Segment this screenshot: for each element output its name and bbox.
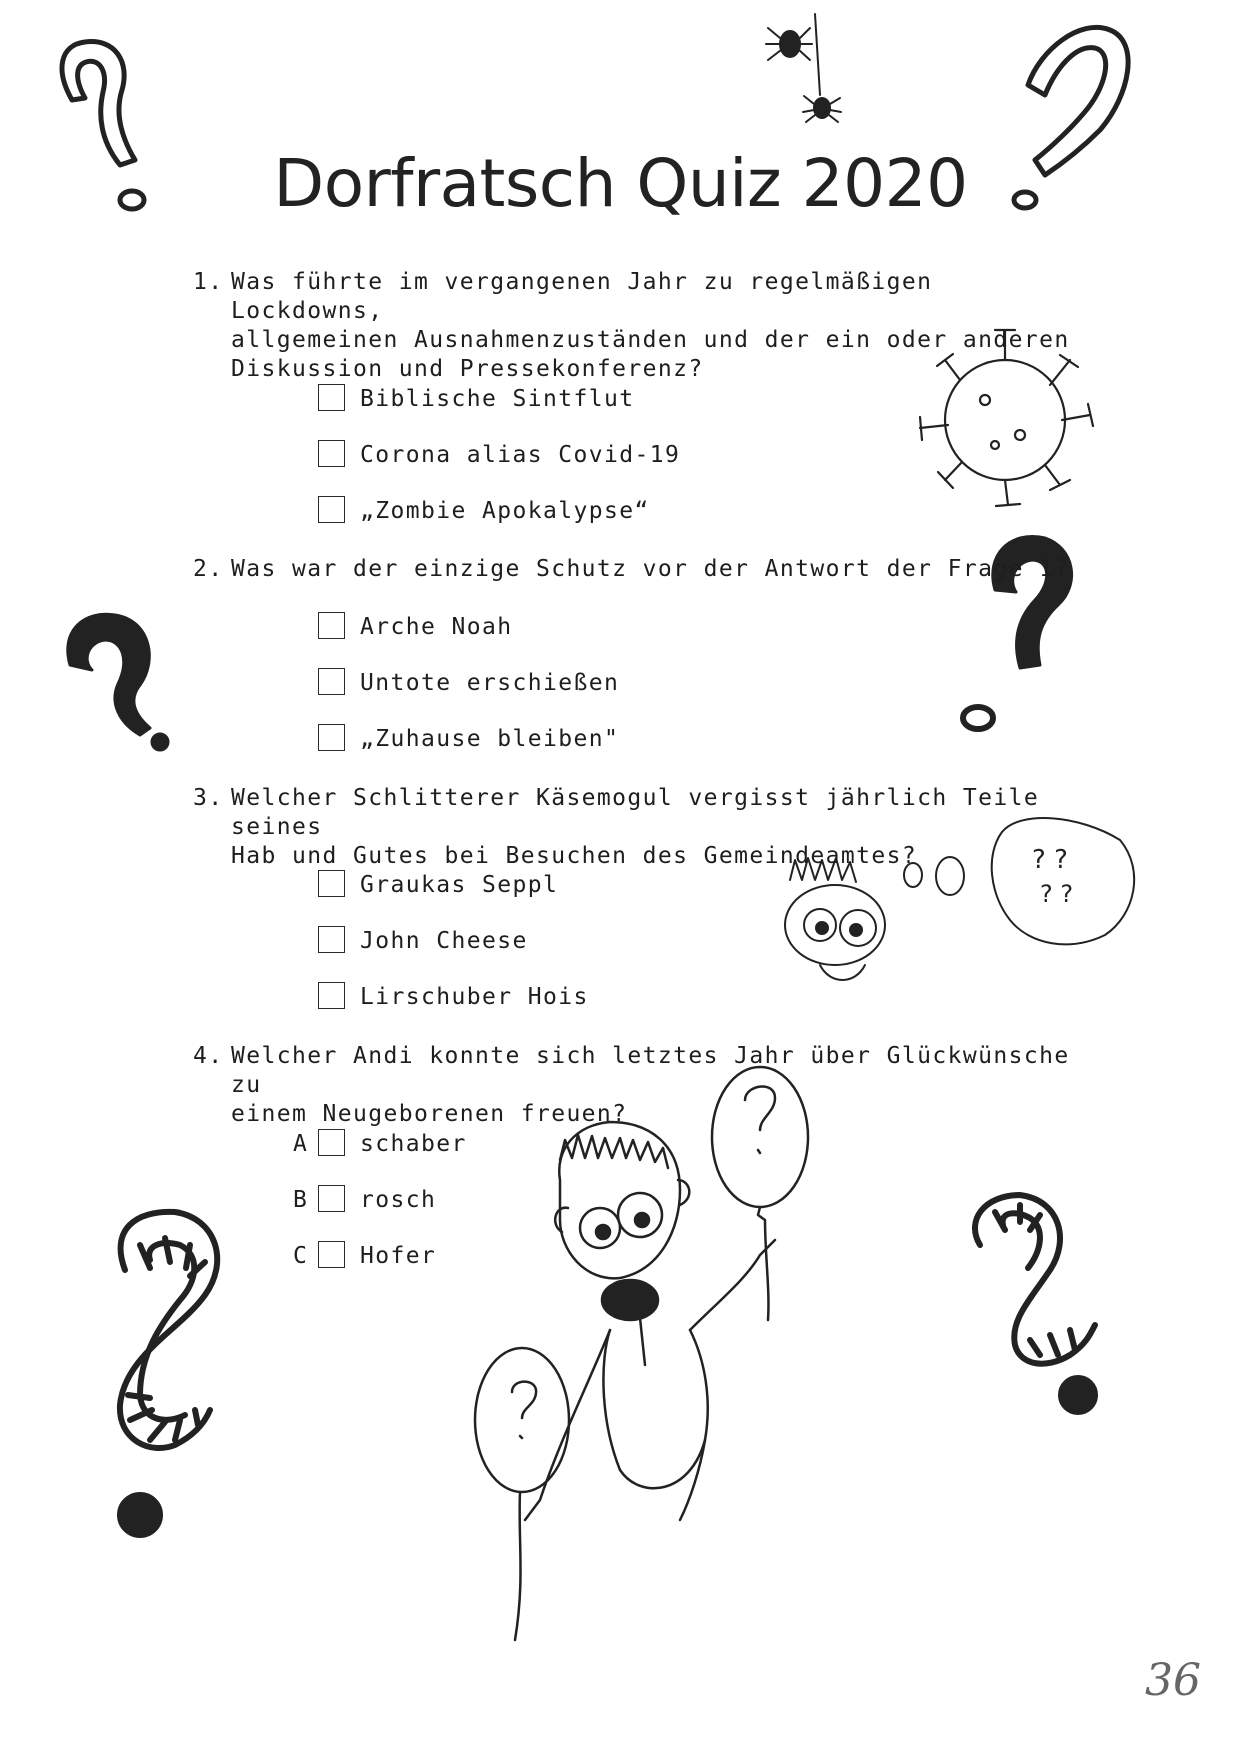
answer-checkbox[interactable] — [318, 724, 345, 751]
question-mark-icon — [68, 614, 168, 750]
spider-icon — [766, 14, 841, 122]
question-text-line: Was führte im vergangenen Jahr zu regelmäßigen Lockdowns, — [231, 269, 933, 324]
question-text-line: einem Neugeborenen freuen? — [231, 1101, 628, 1127]
answer-label: Biblische Sintflut — [360, 386, 635, 412]
answer-checkbox[interactable] — [318, 384, 345, 411]
answer-letter: C — [293, 1243, 309, 1269]
question-text-line: Welcher Schlitterer Käsemogul vergisst jährlich Teile seines — [231, 785, 1040, 840]
question-text-line: Diskussion und Pressekonferenz? — [231, 356, 704, 382]
answer-letter: A — [293, 1131, 309, 1157]
question-text-line: Was war der einzige Schutz vor der Antwort der Frage 1? — [231, 556, 1070, 582]
answer-checkbox[interactable] — [318, 612, 345, 639]
question-number: 4. — [193, 1043, 224, 1069]
answer-checkbox[interactable] — [318, 440, 345, 467]
answer-letter: B — [293, 1187, 309, 1213]
svg-text:? ?: ? ? — [1040, 880, 1074, 908]
answer-label: rosch — [360, 1187, 437, 1213]
answer-checkbox[interactable] — [318, 926, 345, 953]
question-number: 1. — [193, 269, 224, 295]
question-mark-icon — [120, 1212, 217, 1535]
answer-label: „Zombie Apokalypse“ — [360, 498, 650, 524]
question-number: 3. — [193, 785, 224, 811]
question-3 — [193, 784, 1093, 871]
question-text-line: Hab und Gutes bei Besuchen des Gemeindeamtes? — [231, 843, 918, 869]
answer-label: schaber — [360, 1131, 467, 1157]
answer-label: Hofer — [360, 1243, 437, 1269]
question-2 — [193, 555, 1093, 584]
answer-checkbox[interactable] — [318, 668, 345, 695]
answer-label: John Cheese — [360, 928, 528, 954]
page-number: 36 — [1145, 1655, 1201, 1706]
answer-label: Graukas Seppl — [360, 872, 559, 898]
answer-checkbox[interactable] — [318, 1129, 345, 1156]
answer-label: Corona alias Covid-19 — [360, 442, 681, 468]
question-4 — [193, 1042, 1093, 1129]
answer-checkbox[interactable] — [318, 982, 345, 1009]
question-1 — [193, 268, 1093, 384]
answer-label: Lirschuber Hois — [360, 984, 589, 1010]
question-number: 2. — [193, 556, 224, 582]
question-text-line: allgemeinen Ausnahmenzuständen und der ein oder anderen — [231, 327, 1070, 353]
answer-label: Arche Noah — [360, 614, 513, 640]
question-mark-icon — [975, 1195, 1095, 1412]
svg-text:? ?: ? ? — [1032, 845, 1068, 875]
answer-checkbox[interactable] — [318, 870, 345, 897]
answer-label: „Zuhause bleiben" — [360, 726, 620, 752]
answer-checkbox[interactable] — [318, 1241, 345, 1268]
balloon-man-icon — [475, 1067, 808, 1640]
answer-label: Untote erschießen — [360, 670, 620, 696]
question-text-line: Welcher Andi konnte sich letztes Jahr über Glückwünsche zu — [231, 1043, 1070, 1098]
answer-checkbox[interactable] — [318, 496, 345, 523]
answer-checkbox[interactable] — [318, 1185, 345, 1212]
page-title: Dorfratsch Quiz 2020 — [273, 145, 968, 222]
